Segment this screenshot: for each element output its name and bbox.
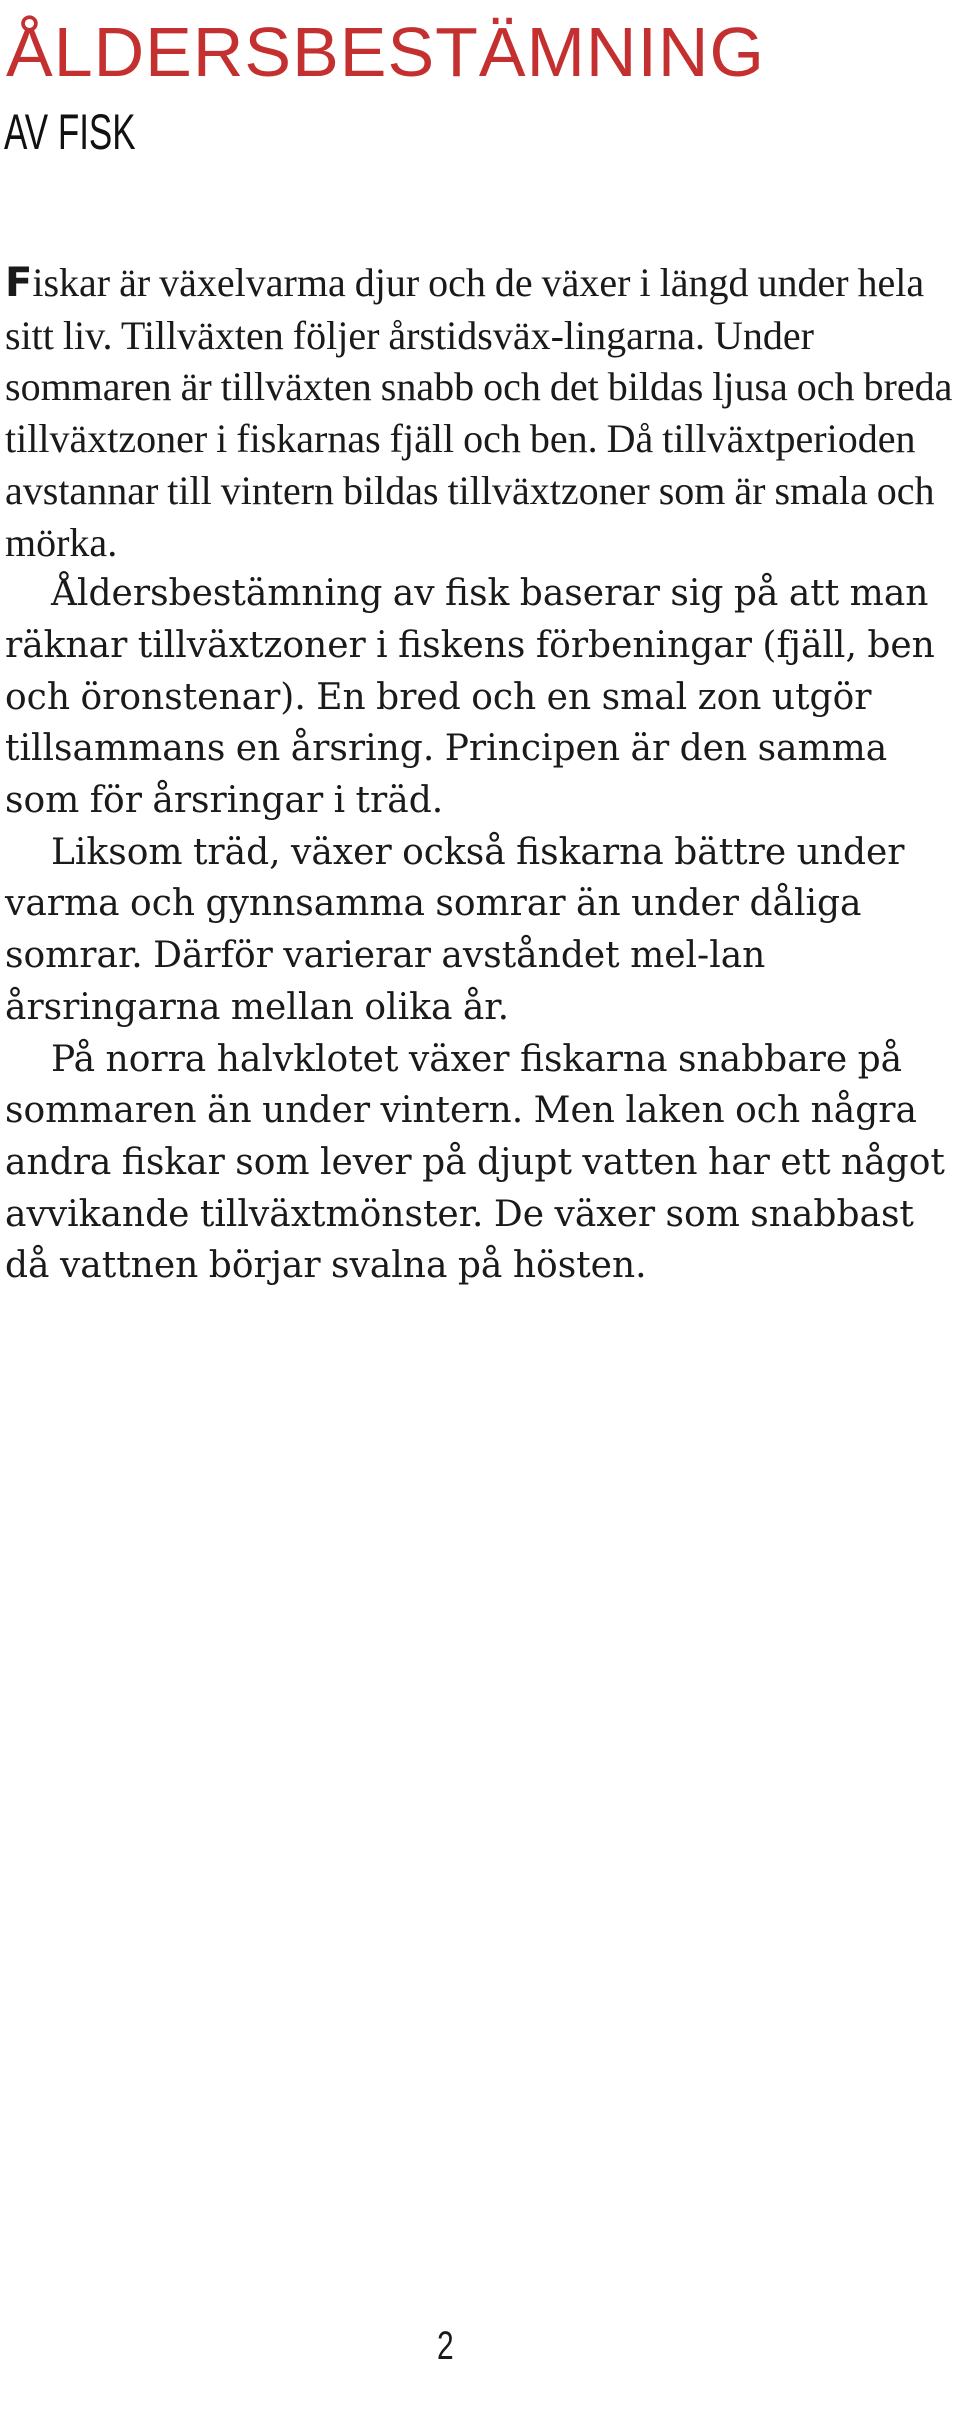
page-title: ÅLDERSBESTÄMNING [6, 13, 765, 91]
paragraph-northern-hemisphere: På norra halvklotet växer fiskarna snabbare på sommaren än under vintern. Men laken och några andra fiskar som lever på djupt vatten har ett något avvikande tillväxtmönster. De växer som snabbast då vattnen börjar svalna på hösten. [5, 1038, 945, 1287]
paragraph-growth-variation: Liksom träd, växer också fiskarna bättre under varma och gynnsamma somrar än under dåliga somrar. Därför varierar avståndet mel-lan årsringarna mellan olika år. [5, 831, 905, 1028]
article-body [5, 257, 955, 1292]
page-subtitle: AV FISK [4, 104, 136, 160]
drop-cap: F [5, 260, 33, 306]
paragraph-intro [5, 257, 955, 568]
paragraph-age-method: Åldersbestämning av fisk baserar sig på att man räknar tillväxtzoner i fiskens förbeningar (fjäll, ben och öronstenar). En bred och en smal zon utgör tillsammans en årsring. Principen är den samma som för årsringar i träd. [5, 573, 935, 822]
paragraph-text: iskar är växelvarma djur och de växer i längd under hela sitt liv. Tillväxten följer årstidsväx-lingarna. Under sommaren är tillväxten snabb och det bildas ljusa och breda tillväxtzoner i fiskarnas fjäll och ben. Då tillväxtperioden avstannar till vintern bildas tillväxtzoner som är smala och mörka. [5, 260, 953, 565]
page-number: 2 [437, 2324, 454, 2368]
